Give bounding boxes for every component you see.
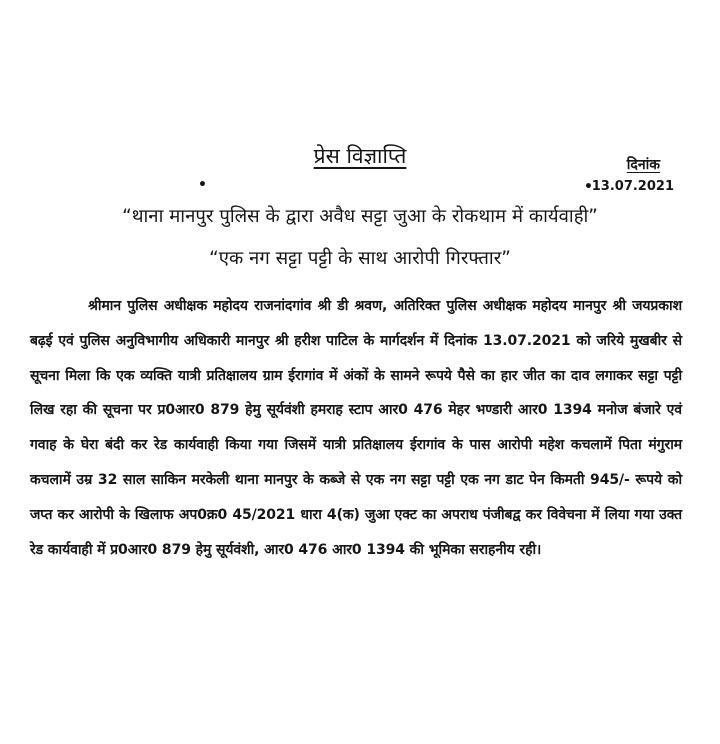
- headline-secondary: “एक नग सट्टा पट्टी के साथ आरोपी गिरफ्तार”: [209, 248, 511, 269]
- body-paragraph: श्रीमान पुलिस अधीक्षक महोदय राजनांदगांव श्री डी श्रवण, अतिरिक्त पुलिस अधीक्षक महोदय मानपुर श्री जयप्रकाश बढ़ई एवं पुलिस अनुविभागीय अधिकारी मानपुर श्री हरीश पाटिल के मार्गदर्शन में दिनांक 13.07.2021 को जरिये मुखबीर से सूचना मिला कि एक व्यक्ति यात्री प्रतिक्षालय ग्राम ईरागांव में अंकों के सामने रूपये पैसे का हार जीत का दाव लगाकर सट्टा पट्टी लिख रहा की सूचना पर प्र0आर0 879 हेमु सूर्यवंशी हमराह स्टाप आर0 476 मेहर भण्डारी आर0 1394 मनोज बंजारे एवं गवाह के घेरा बंदी कर रेड कार्यवाही किया गया जिसमें यात्री प्रतिक्षालय ईरागांव के पास आरोपी महेश कचलामें पिता मंगुराम कचलामें उम्र 32 साल साकिन मरकेली थाना मानपुर के कब्जे से एक नग सट्टा पट्टी एक नग डाट पेन किमती 945/- रूपये को जप्त कर आरोपी के खिलाफ अप0क्र0 45/2021 धारा 4(क) जुआ एक्ट का अपराध पंजीबद्व कर विवेचना में लिया गया उक्त रेड कार्यवाही में प्र0आर0 879 हेमु सूर्यवंशी, आर0 476 आर0 1394 की भूमिका सराहनीय रही।: [30, 298, 682, 558]
- document-title: प्रेस विज्ञाप्ति: [313, 144, 407, 168]
- bullet-dot-icon: •: [584, 179, 593, 195]
- bullet-dot-icon: •: [198, 177, 207, 193]
- date-label: दिनांक: [626, 157, 660, 173]
- headline-primary: “थाना मानपुर पुलिस के द्वारा अवैध सट्टा जुआ के रोकथाम में कार्यवाही”: [122, 206, 598, 227]
- date-value: 13.07.2021: [591, 179, 674, 194]
